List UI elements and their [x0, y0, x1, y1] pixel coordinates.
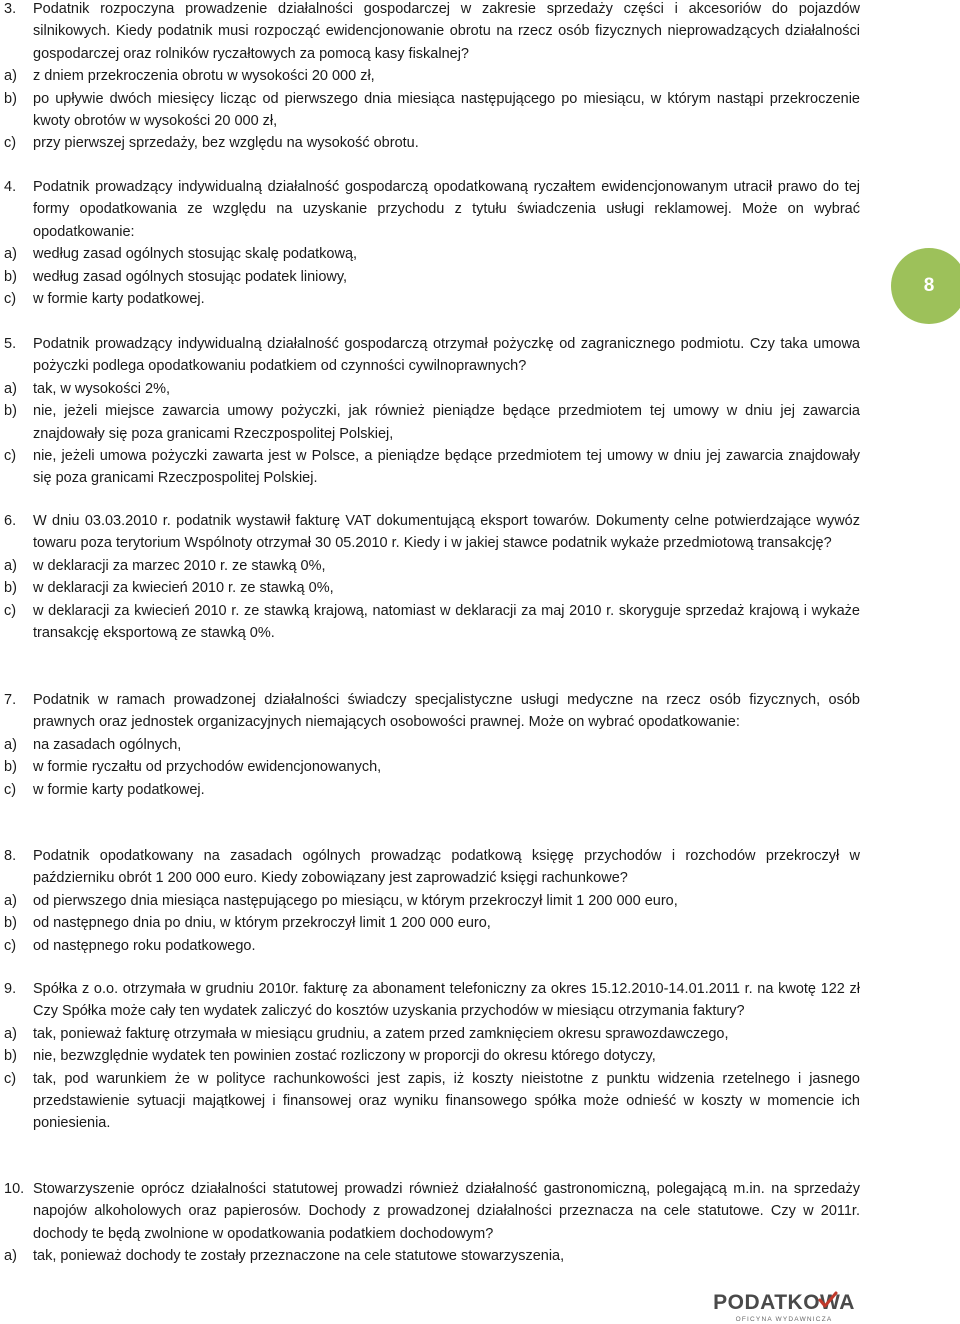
answer-option: a) tak, ponieważ fakturę otrzymała w miesiącu grudniu, a zatem przed zamknięciem okresu sprawozdawczego,	[4, 1025, 729, 1042]
answer-option: a) tak, w wysokości 2%,	[4, 380, 170, 397]
answer-option: b) według zasad ogólnych stosując podatek liniowy,	[4, 268, 348, 285]
answer-option: c) przy pierwszej sprzedaży, bez względu na wysokość obrotu.	[4, 135, 419, 152]
answer-option: c) w formie karty podatkowej.	[4, 781, 205, 798]
question-number: 7.	[4, 692, 17, 708]
answer-option: a) tak, ponieważ dochody te zostały przeznaczone na cele statutowe stowarzyszenia,	[4, 1248, 565, 1265]
answer-option: c) nie, jeżeli umowa pożyczki zawarta jest w Polsce, a pieniądze będące przedmiotem tej umowy w dniu jej zawarcia znajdowały się poza granicami Rzeczpospolitej Polskiej.	[4, 448, 860, 487]
question-number: 3.	[4, 1, 17, 17]
question-10	[4, 1178, 860, 1268]
logo-word: PODATKOWA	[713, 1291, 855, 1314]
page-number-badge: 8	[891, 248, 960, 324]
question-text: Podatnik w ramach prowadzonej działalności świadczy specjalistyczne usługi medyczne na rzecz osób fizycznych, osób prawnych oraz jednostek organizacyjnych niemających osobowości prawnej. Może on wybrać opodatkowanie:	[33, 692, 860, 731]
question-text: Podatnik opodatkowany na zasadach ogólnych prowadząc podatkową księgę przychodów i rozchodów przekroczył w październiku obrót 1 200 000 euro. Kiedy zobowiązany jest zaprowadzić księgi rachunkowe?	[33, 848, 860, 887]
logo-subtitle: OFICYNA WYDAWNICZA	[735, 1316, 833, 1323]
answer-option: b) od następnego dnia po dniu, w którym przekroczył limit 1 200 000 euro,	[4, 915, 491, 932]
question-number: 9.	[4, 981, 17, 997]
question-5	[4, 333, 860, 490]
answer-option: a) na zasadach ogólnych,	[4, 736, 182, 753]
answer-option: c) w formie karty podatkowej.	[4, 291, 205, 308]
question-number: 6.	[4, 513, 17, 529]
answer-option: c) od następnego roku podatkowego.	[4, 937, 256, 954]
question-9	[4, 978, 860, 1135]
question-number: 10.	[4, 1181, 25, 1197]
question-text: Podatnik prowadzący indywidualną działalność gospodarczą otrzymał pożyczkę od zagranicznego podmiotu. Czy taka umowa pożyczki podlega opodatkowaniu podatkiem od czynności cywilnoprawnych?	[33, 336, 860, 375]
question-8	[4, 845, 860, 957]
question-text: Podatnik prowadzący indywidualną działalność gospodarczą opodatkowaną ryczałtem ewidencjonowanym utracił prawo do tej formy opodatkowania ze względu na uzyskanie przychodu z tytułu świadczenia usługi reklamowej. Może on wybrać opodatkowanie:	[33, 179, 860, 240]
answer-option: a) od pierwszego dnia miesiąca następującego po miesiącu, w którym przekroczył limit 1 200 000 euro,	[4, 892, 678, 909]
question-4	[4, 176, 860, 310]
answer-option: a) w deklaracji za marzec 2010 r. ze stawką 0%,	[4, 557, 326, 574]
question-text: W dniu 03.03.2010 r. podatnik wystawił fakturę VAT dokumentującą eksport towarów. Dokumenty celne potwierdzające wywóz towaru poza terytorium Wspólnoty otrzymał 30 05.2010 r. Kiedy i w jakiej stawce podatnik wykaże przedmiotową transakcję?	[33, 513, 860, 552]
answer-option: b) w formie ryczałtu od przychodów ewidencjonowanych,	[4, 759, 382, 776]
question-number: 4.	[4, 179, 17, 195]
answer-option: b) w deklaracji za kwiecień 2010 r. ze stawką 0%,	[4, 580, 334, 597]
checkmark-icon	[708, 1291, 860, 1317]
question-3	[4, 0, 860, 155]
answer-option: a) według zasad ogólnych stosując skalę podatkową,	[4, 246, 358, 263]
answer-option: c) tak, pod warunkiem że w polityce rachunkowości jest zapis, iż koszty nieistotne z punktu widzenia rzetelnego i jasnego przedstawienie sytuacji majątkowej i finansowej oraz wyniku finansowego spółka może odnieść w koszty w momencie ich poniesienia.	[4, 1070, 860, 1132]
answer-option: c) w deklaracji za kwiecień 2010 r. ze stawką krajową, natomiast w deklaracji za maj 2010 r. skoryguje sprzedaż krajową i wykaże transakcję eksportową ze stawką 0%.	[4, 602, 860, 642]
question-number: 8.	[4, 848, 17, 864]
answer-option: b) nie, bezwzględnie wydatek ten powinien zostać rozliczony w proporcji do okresu którego dotyczy,	[4, 1048, 656, 1065]
question-7	[4, 689, 860, 801]
question-text: Stowarzyszenie oprócz działalności statutowej prowadzi również działalność gastronomiczną, polegającą m.in. na sprzedaży napojów alkoholowych oraz papierosów. Dochody z prowadzonej działalności przeznacza na cele statutowe. Czy w 2011r. dochody te będą zwolnione w opodatkowania podatkiem dochodowym?	[33, 1181, 860, 1242]
answer-option: b) po upływie dwóch miesięcy licząc od pierwszego dnia miesiąca następującego po miesiącu, w którym nastąpi przekroczenie kwoty obrotów w wysokości 20 000 zł,	[4, 90, 860, 130]
question-number: 5.	[4, 336, 17, 352]
question-6	[4, 510, 860, 644]
answer-option: b) nie, jeżeli miejsce zawarcia umowy pożyczki, jak również pieniądze będące przedmiotem tej umowy w dniu jej zawarcia znajdowały się poza granicami Rzeczpospolitej Polskiej,	[4, 403, 860, 442]
answer-option: a) z dniem przekroczenia obrotu w wysokości 20 000 zł,	[4, 68, 375, 85]
question-text: Spółka z o.o. otrzymała w grudniu 2010r. fakturę za abonament telefoniczny za okres 15.12.2010-14.01.2011 r. na kwotę 122 zł Czy Spółka może cały ten wydatek zaliczyć do kosztów uzyskania przychodów w miesiącu otrzymania faktury?	[33, 981, 860, 1020]
question-text: Podatnik rozpoczyna prowadzenie działalności gospodarczej w zakresie sprzedaży części i akcesoriów do pojazdów silnikowych. Kiedy podatnik musi rozpocząć ewidencjonowanie obrotu na rzecz osób fizycznych nieprowadzących działalności gospodarczej oraz rolników ryczałtowych za pomocą kasy fiskalnej?	[33, 1, 860, 62]
publisher-logo	[708, 1291, 860, 1324]
